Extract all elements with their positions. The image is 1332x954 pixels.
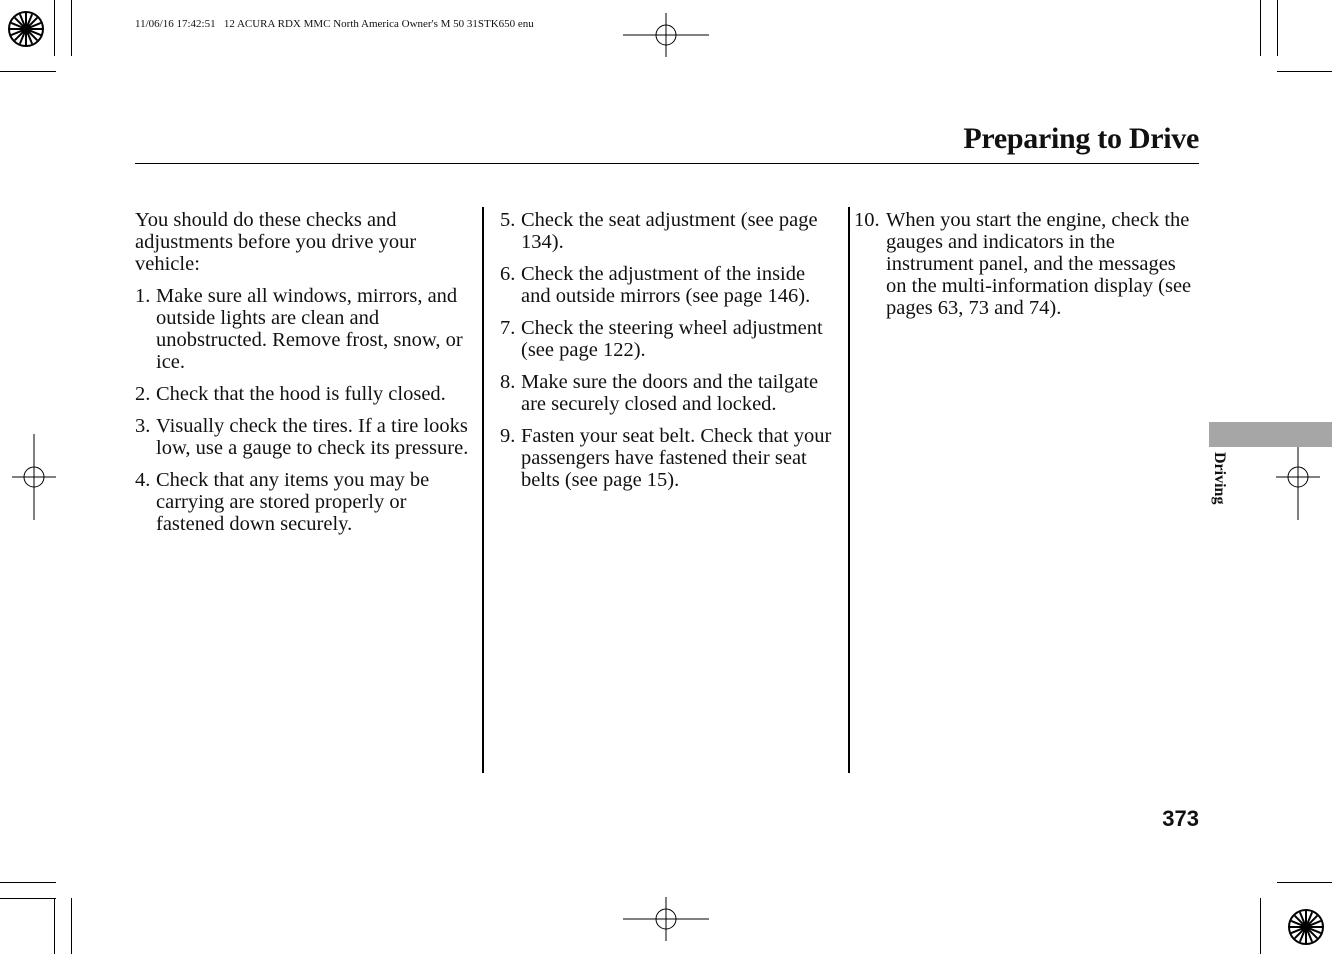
crop-mark <box>1277 71 1332 72</box>
print-header-meta: 11/06/16 17:42:51 12 ACURA RDX MMC North America Owner's M 50 31STK650 enu <box>135 18 534 30</box>
column-2 <box>500 209 835 501</box>
registration-crosshair-icon <box>12 434 56 520</box>
registration-sunburst-icon <box>6 9 46 49</box>
item-text: Visually check the tires. If a tire looks low, use a gauge to check its pressure. <box>156 415 469 459</box>
list-item <box>500 209 835 253</box>
crop-mark <box>0 71 56 72</box>
item-number: 6. <box>500 263 516 285</box>
column-1 <box>135 209 470 545</box>
item-text: Check the adjustment of the inside and outside mirrors (see page 146). <box>521 263 811 307</box>
crop-mark <box>1260 898 1261 954</box>
item-number: 4. <box>135 469 151 491</box>
crop-mark <box>71 0 72 56</box>
item-text: Make sure the doors and the tailgate are securely closed and locked. <box>521 371 819 415</box>
list-item <box>135 415 470 459</box>
registration-crosshair-icon <box>623 897 709 941</box>
item-number: 9. <box>500 425 516 447</box>
list-item <box>135 469 470 535</box>
item-number: 3. <box>135 415 151 437</box>
item-text: Check the steering wheel adjustment (see page 122). <box>521 317 823 361</box>
item-text: Check the seat adjustment (see page 134). <box>521 209 818 253</box>
column-3 <box>854 209 1199 329</box>
section-tab <box>1209 422 1332 447</box>
list-item <box>854 209 1199 319</box>
crop-mark <box>54 0 55 56</box>
list-item <box>500 425 835 491</box>
item-number: 10. <box>854 209 880 231</box>
item-number: 1. <box>135 285 151 307</box>
list-item <box>500 263 835 307</box>
list-item <box>135 285 470 373</box>
column-divider <box>482 207 484 773</box>
item-text: Make sure all windows, mirrors, and outside lights are clean and unobstructed. Remove frost, snow, or ice. <box>156 285 463 373</box>
crop-mark <box>1277 0 1278 56</box>
list-item <box>500 317 835 361</box>
page-number: 373 <box>1162 806 1199 831</box>
crop-mark <box>71 898 72 954</box>
section-tab-label: Driving <box>1211 452 1228 505</box>
crop-mark <box>1277 882 1332 883</box>
item-text: Check that any items you may be carrying are stored properly or fastened down securely. <box>156 469 430 535</box>
crop-mark <box>54 898 55 954</box>
crop-mark <box>0 882 56 883</box>
checklist-1 <box>135 285 470 535</box>
item-number: 7. <box>500 317 516 339</box>
item-text: Check that the hood is fully closed. <box>156 383 446 405</box>
registration-crosshair-icon <box>623 13 709 57</box>
column-divider <box>848 207 850 773</box>
crop-mark <box>0 898 56 899</box>
item-number: 8. <box>500 371 516 393</box>
item-text: When you start the engine, check the gauges and indicators in the instrument panel, and the messages on the multi-information display (see pages 63, 73 and 74). <box>886 209 1192 319</box>
page-title: Preparing to Drive <box>963 122 1199 155</box>
list-item <box>135 383 470 405</box>
title-divider <box>135 163 1199 164</box>
registration-sunburst-icon <box>1286 907 1326 947</box>
intro-paragraph: You should do these checks and adjustments before you drive your vehicle: <box>135 209 417 275</box>
checklist-2 <box>500 209 835 491</box>
crop-mark <box>1260 0 1261 56</box>
item-number: 5. <box>500 209 516 231</box>
list-item <box>500 371 835 415</box>
item-number: 2. <box>135 383 151 405</box>
checklist-3 <box>854 209 1199 319</box>
item-text: Fasten your seat belt. Check that your passengers have fastened their seat belts (see page 15). <box>521 425 832 491</box>
